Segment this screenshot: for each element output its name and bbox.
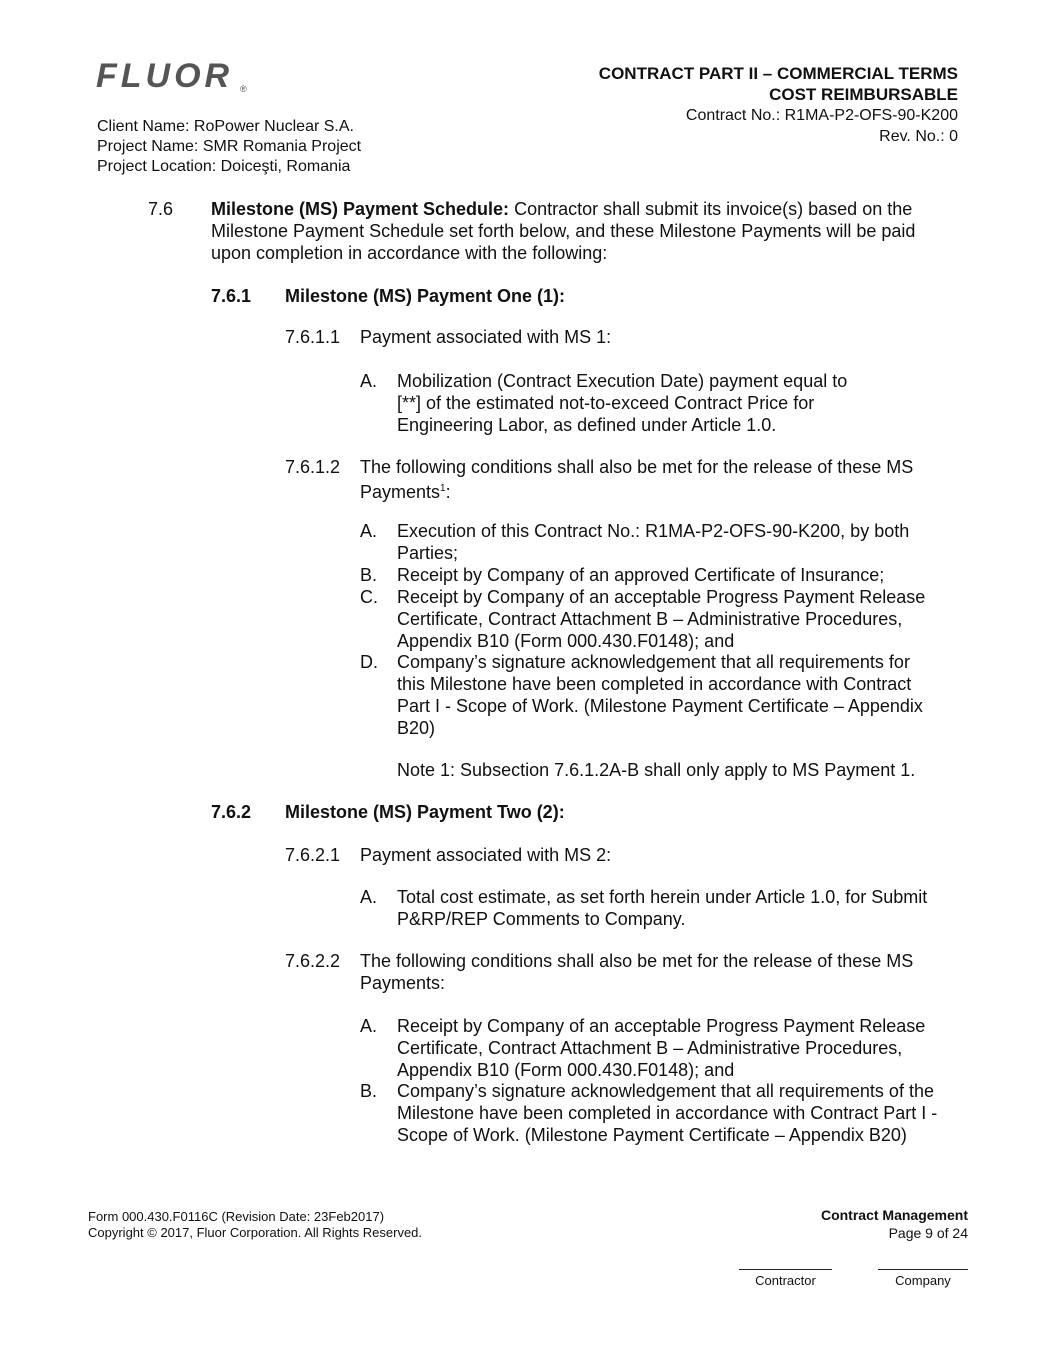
subsection-title: Milestone (MS) Payment One (1): <box>285 286 566 306</box>
contract-number: Contract No.: R1MA-P2-OFS-90-K200 <box>685 107 958 124</box>
footer-left <box>88 1209 422 1241</box>
list-letter: C. <box>360 587 378 607</box>
client-name: Client Name: RoPower Nuclear S.A. <box>97 118 354 135</box>
list-line: Parties; <box>397 543 459 563</box>
list-line: Certificate, Contract Attachment B – Administrative Procedures, <box>397 609 903 629</box>
clause-number: 7.6.2.2 <box>285 951 341 971</box>
list-item <box>397 1015 925 1081</box>
list-letter: A. <box>360 887 378 907</box>
list-line: Company’s signature acknowledgement that all requirements of the <box>397 1081 934 1101</box>
clause-text: Payment associated with MS 2: <box>360 845 612 865</box>
subsection-title: Milestone (MS) Payment Two (2): <box>285 802 565 822</box>
footnote-mark: 1 <box>440 483 446 494</box>
contract-type: COST REIMBURSABLE <box>769 85 958 104</box>
signature-label: Contractor <box>755 1273 816 1288</box>
contractor-signature <box>739 1269 832 1288</box>
list-item <box>397 370 847 436</box>
list-line: Part I - Scope of Work. (Milestone Payment Certificate – Appendix <box>397 696 923 716</box>
contract-header <box>599 63 958 147</box>
list-line: Execution of this Contract No.: R1MA-P2-OFS-90-K200, by both <box>397 521 910 541</box>
list-letter: B. <box>360 565 378 585</box>
clause-number: 7.6.1.2 <box>285 457 341 477</box>
list-line: Milestone have been completed in accordance with Contract Part I - <box>397 1103 938 1123</box>
list-item <box>397 886 927 930</box>
list-line: Appendix B10 (Form 000.430.F0148); and <box>397 1060 735 1080</box>
list-line: this Milestone have been completed in accordance with Contract <box>397 674 912 694</box>
clause-text: Payment associated with MS 1: <box>360 327 612 347</box>
contract-part: CONTRACT PART II – COMMERCIAL TERMS <box>598 64 958 83</box>
list-item <box>397 564 884 586</box>
list-line: B20) <box>397 718 436 738</box>
clause-line-start: Payments <box>360 482 441 502</box>
clause-number: 7.6.2.1 <box>285 845 341 865</box>
copyright: Copyright © 2017, Fluor Corporation. All Rights Reserved. <box>88 1225 423 1240</box>
client-info <box>97 117 361 177</box>
form-number: Form 000.430.F0116C (Revision Date: 23Feb2017) <box>88 1209 385 1224</box>
department-label: Contract Management <box>820 1207 968 1223</box>
section-text: upon completion in accordance with the following: <box>211 243 608 263</box>
list-line: Receipt by Company of an approved Certificate of Insurance; <box>397 565 885 585</box>
list-letter: A. <box>360 521 378 541</box>
clause-text <box>360 950 913 994</box>
subsection-number: 7.6.2 <box>211 802 252 822</box>
section-text: Contractor shall submit its invoice(s) based on the <box>509 199 913 219</box>
list-line: Receipt by Company of an acceptable Progress Payment Release <box>397 1016 926 1036</box>
clause-line: The following conditions shall also be met for the release of these MS <box>360 951 914 971</box>
list-item <box>397 1080 937 1146</box>
page-number: Page 9 of 24 <box>888 1225 968 1241</box>
section-title: Milestone (MS) Payment Schedule: <box>211 199 510 219</box>
list-line: Company’s signature acknowledgement that all requirements for <box>397 652 910 672</box>
clause-number: 7.6.1.1 <box>285 327 341 347</box>
list-item <box>397 586 925 652</box>
footer-right <box>821 1206 968 1242</box>
signature-line <box>739 1269 832 1270</box>
list-item <box>397 651 923 739</box>
revision-number: Rev. No.: 0 <box>879 128 958 145</box>
list-line: [**] of the estimated not-to-exceed Contract Price for <box>397 393 815 413</box>
project-location: Project Location: Doiceşti, Romania <box>97 158 351 175</box>
signature-label: Company <box>895 1273 951 1288</box>
clause-text <box>360 456 913 503</box>
section-7-6-text <box>211 198 971 264</box>
registered-mark: ® <box>240 84 247 94</box>
list-letter: A. <box>360 371 378 391</box>
clause-line: The following conditions shall also be met for the release of these MS <box>360 457 914 477</box>
section-number: 7.6 <box>148 199 174 219</box>
clause-line <box>360 478 913 503</box>
signature-line <box>878 1269 968 1270</box>
list-line: Mobilization (Contract Execution Date) payment equal to <box>397 371 848 391</box>
list-item <box>397 520 909 564</box>
list-letter: D. <box>360 652 378 672</box>
company-signature <box>878 1269 968 1288</box>
subsection-number: 7.6.1 <box>211 286 252 306</box>
section-text: Milestone Payment Schedule set forth below, and these Milestone Payments will be paid <box>211 221 916 241</box>
fluor-logo: FLUOR <box>96 57 234 95</box>
clause-line: Payments: <box>360 973 446 993</box>
project-name: Project Name: SMR Romania Project <box>97 138 362 155</box>
list-line: Receipt by Company of an acceptable Progress Payment Release <box>397 587 926 607</box>
list-letter: B. <box>360 1081 378 1101</box>
list-letter: A. <box>360 1016 378 1036</box>
list-line: Total cost estimate, as set forth herein under Article 1.0, for Submit <box>397 887 928 907</box>
list-line: Engineering Labor, as defined under Article 1.0. <box>397 415 777 435</box>
list-line: P&RP/REP Comments to Company. <box>397 909 686 929</box>
clause-line-end: : <box>445 482 451 502</box>
note-text: Note 1: Subsection 7.6.1.2A-B shall only apply to MS Payment 1. <box>397 760 916 780</box>
list-line: Appendix B10 (Form 000.430.F0148); and <box>397 631 735 651</box>
list-line: Certificate, Contract Attachment B – Administrative Procedures, <box>397 1038 903 1058</box>
list-line: Scope of Work. (Milestone Payment Certificate – Appendix B20) <box>397 1125 907 1145</box>
